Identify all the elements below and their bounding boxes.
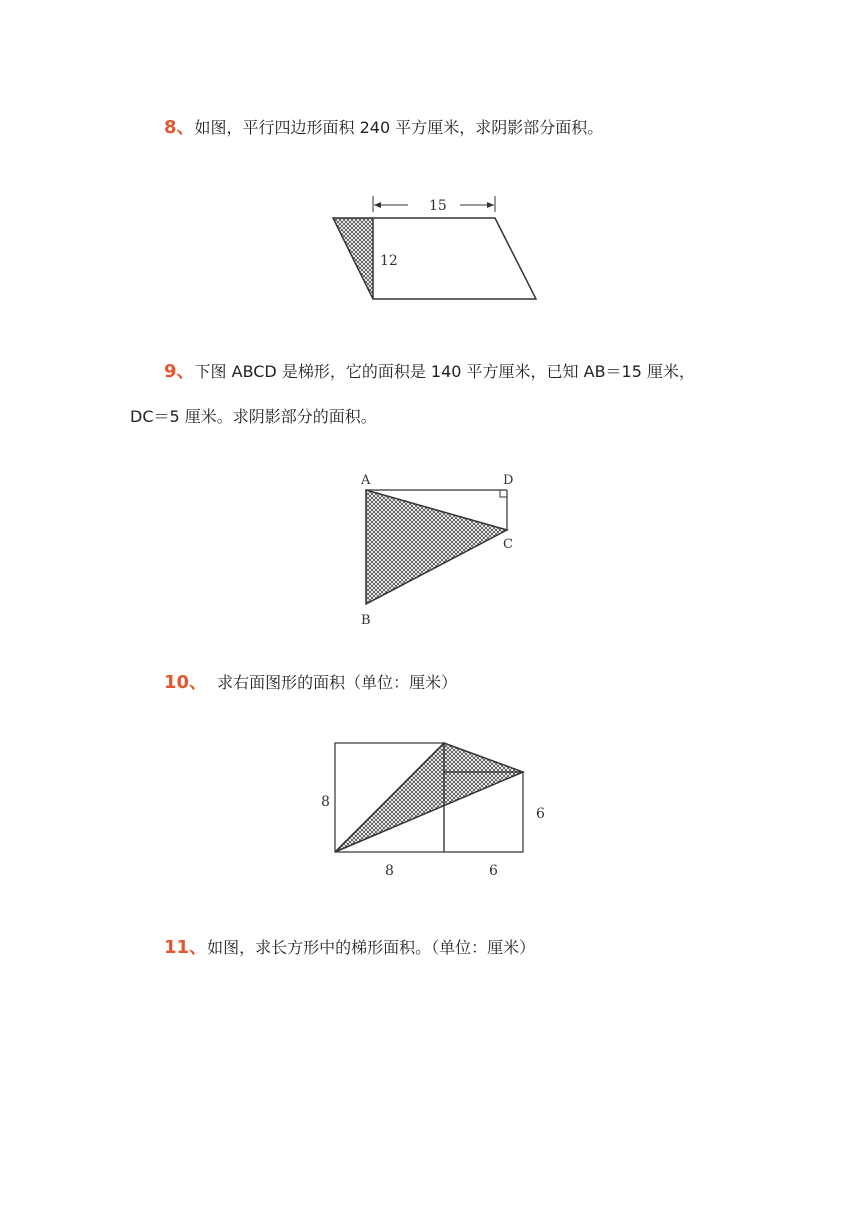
left-height-label: 8 (321, 794, 330, 810)
question-11 (164, 937, 535, 959)
shaded-triangle (366, 490, 507, 604)
height-label: 12 (380, 253, 398, 269)
shaded-triangle (335, 743, 523, 852)
question-text: 下图 ABCD 是梯形，它的面积是 140 平方厘米，已知 AB＝15 厘米， (194, 362, 696, 381)
trapezoid-figure (352, 470, 532, 630)
label-d: D (503, 473, 514, 488)
question-10 (164, 672, 457, 694)
question-text: 如图，求长方形中的梯形面积。（单位：厘米） (207, 938, 536, 957)
question-number: 8、 (164, 117, 195, 138)
question-text: 求右面图形的面积（单位：厘米） (217, 673, 458, 692)
question-9-line2 (130, 406, 377, 428)
label-c: C (503, 537, 513, 552)
top-width-label: 15 (429, 198, 447, 214)
bottom-right-label: 6 (489, 863, 498, 879)
question-8 (164, 117, 603, 139)
label-a: A (361, 473, 371, 488)
question-number: 11、 (164, 937, 208, 958)
question-9 (164, 361, 695, 383)
question-text: DC＝5 厘米。求阴影部分的面积。 (130, 407, 377, 426)
question-number: 10、 (164, 672, 208, 693)
question-text: 如图，平行四边形面积 240 平方厘米，求阴影部分面积。 (194, 118, 604, 137)
parallelogram-figure (328, 192, 548, 312)
right-angle-mark (500, 490, 507, 497)
bottom-left-label: 8 (385, 863, 394, 879)
right-height-label: 6 (536, 806, 545, 822)
question-number: 9、 (164, 361, 195, 382)
composite-figure (314, 734, 554, 884)
label-b: B (361, 613, 371, 628)
